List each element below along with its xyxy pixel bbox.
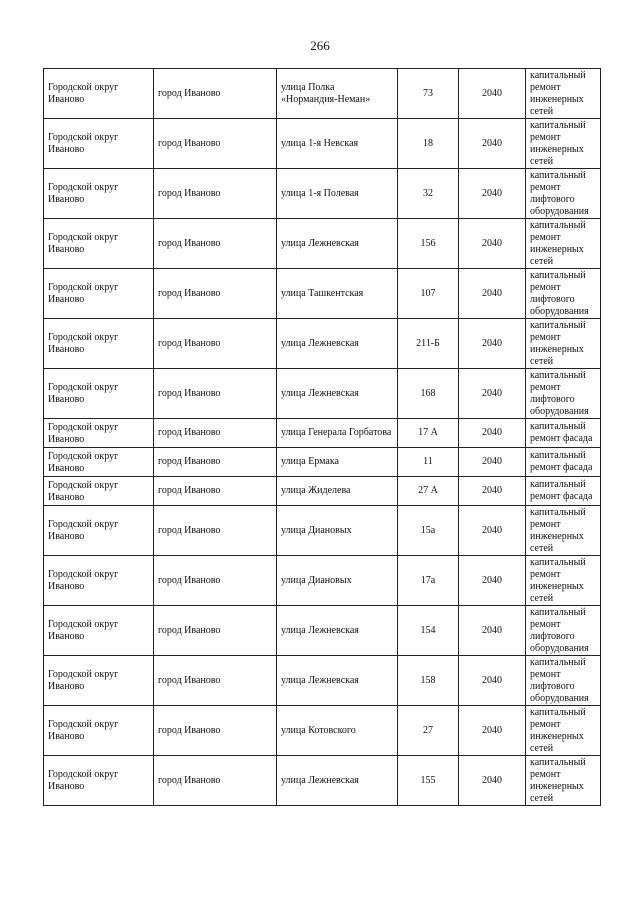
municipality-cell: Городской округ Иваново	[44, 656, 154, 706]
street-cell: улица Лежневская	[277, 656, 398, 706]
settlement-cell: город Иваново	[154, 756, 277, 806]
table-row	[44, 419, 601, 448]
municipality-cell: Городской округ Иваново	[44, 706, 154, 756]
registry-table	[43, 68, 601, 806]
settlement-cell: город Иваново	[154, 319, 277, 369]
work-type-cell: капитальный ремонт инженерных сетей	[526, 219, 601, 269]
year-cell: 2040	[459, 706, 526, 756]
house-cell: 32	[398, 169, 459, 219]
year-cell: 2040	[459, 69, 526, 119]
year-cell: 2040	[459, 556, 526, 606]
house-cell: 27 А	[398, 477, 459, 506]
settlement-cell: город Иваново	[154, 448, 277, 477]
settlement-cell: город Иваново	[154, 169, 277, 219]
settlement-cell: город Иваново	[154, 219, 277, 269]
work-type-cell: капитальный ремонт инженерных сетей	[526, 756, 601, 806]
table-row	[44, 69, 601, 119]
year-cell: 2040	[459, 656, 526, 706]
house-cell: 211-Б	[398, 319, 459, 369]
year-cell: 2040	[459, 169, 526, 219]
street-cell: улица Диановых	[277, 556, 398, 606]
street-cell: улица Лежневская	[277, 219, 398, 269]
year-cell: 2040	[459, 369, 526, 419]
year-cell: 2040	[459, 269, 526, 319]
municipality-cell: Городской округ Иваново	[44, 169, 154, 219]
table-row	[44, 369, 601, 419]
work-type-cell: капитальный ремонт инженерных сетей	[526, 69, 601, 119]
year-cell: 2040	[459, 506, 526, 556]
work-type-cell: капитальный ремонт лифтового оборудования	[526, 656, 601, 706]
street-cell: улица Лежневская	[277, 319, 398, 369]
street-cell: улица Полка «Нормандия-Неман»	[277, 69, 398, 119]
house-cell: 17а	[398, 556, 459, 606]
street-cell: улица 1-я Невская	[277, 119, 398, 169]
table-row	[44, 556, 601, 606]
table-row	[44, 477, 601, 506]
municipality-cell: Городской округ Иваново	[44, 219, 154, 269]
house-cell: 168	[398, 369, 459, 419]
settlement-cell: город Иваново	[154, 369, 277, 419]
street-cell: улица Лежневская	[277, 756, 398, 806]
table-row	[44, 169, 601, 219]
table-row	[44, 706, 601, 756]
street-cell: улица 1-я Полевая	[277, 169, 398, 219]
work-type-cell: капитальный ремонт лифтового оборудования	[526, 606, 601, 656]
street-cell: улица Генерала Горбатова	[277, 419, 398, 448]
house-cell: 27	[398, 706, 459, 756]
settlement-cell: город Иваново	[154, 419, 277, 448]
street-cell: улица Котовского	[277, 706, 398, 756]
year-cell: 2040	[459, 419, 526, 448]
municipality-cell: Городской округ Иваново	[44, 756, 154, 806]
house-cell: 11	[398, 448, 459, 477]
work-type-cell: капитальный ремонт фасада	[526, 419, 601, 448]
table-row	[44, 448, 601, 477]
table-row	[44, 119, 601, 169]
table-row	[44, 269, 601, 319]
municipality-cell: Городской округ Иваново	[44, 119, 154, 169]
municipality-cell: Городской округ Иваново	[44, 448, 154, 477]
year-cell: 2040	[459, 477, 526, 506]
table-row	[44, 656, 601, 706]
work-type-cell: капитальный ремонт инженерных сетей	[526, 119, 601, 169]
municipality-cell: Городской округ Иваново	[44, 556, 154, 606]
municipality-cell: Городской округ Иваново	[44, 606, 154, 656]
settlement-cell: город Иваново	[154, 656, 277, 706]
house-cell: 107	[398, 269, 459, 319]
work-type-cell: капитальный ремонт лифтового оборудования	[526, 269, 601, 319]
settlement-cell: город Иваново	[154, 556, 277, 606]
settlement-cell: город Иваново	[154, 506, 277, 556]
table-row	[44, 219, 601, 269]
settlement-cell: город Иваново	[154, 119, 277, 169]
table-row	[44, 506, 601, 556]
municipality-cell: Городской округ Иваново	[44, 269, 154, 319]
work-type-cell: капитальный ремонт лифтового оборудования	[526, 169, 601, 219]
house-cell: 158	[398, 656, 459, 706]
work-type-cell: капитальный ремонт инженерных сетей	[526, 319, 601, 369]
work-type-cell: капитальный ремонт инженерных сетей	[526, 506, 601, 556]
settlement-cell: город Иваново	[154, 69, 277, 119]
settlement-cell: город Иваново	[154, 477, 277, 506]
table-row	[44, 606, 601, 656]
municipality-cell: Городской округ Иваново	[44, 419, 154, 448]
work-type-cell: капитальный ремонт инженерных сетей	[526, 706, 601, 756]
year-cell: 2040	[459, 606, 526, 656]
municipality-cell: Городской округ Иваново	[44, 69, 154, 119]
house-cell: 15а	[398, 506, 459, 556]
settlement-cell: город Иваново	[154, 606, 277, 656]
table-row	[44, 756, 601, 806]
municipality-cell: Городской округ Иваново	[44, 506, 154, 556]
settlement-cell: город Иваново	[154, 269, 277, 319]
table-row	[44, 319, 601, 369]
work-type-cell: капитальный ремонт инженерных сетей	[526, 556, 601, 606]
year-cell: 2040	[459, 119, 526, 169]
year-cell: 2040	[459, 219, 526, 269]
street-cell: улица Лежневская	[277, 606, 398, 656]
year-cell: 2040	[459, 319, 526, 369]
work-type-cell: капитальный ремонт лифтового оборудования	[526, 369, 601, 419]
year-cell: 2040	[459, 756, 526, 806]
house-cell: 18	[398, 119, 459, 169]
house-cell: 73	[398, 69, 459, 119]
page-number: 266	[310, 38, 330, 53]
municipality-cell: Городской округ Иваново	[44, 319, 154, 369]
street-cell: улица Жиделева	[277, 477, 398, 506]
municipality-cell: Городской округ Иваново	[44, 477, 154, 506]
work-type-cell: капитальный ремонт фасада	[526, 477, 601, 506]
settlement-cell: город Иваново	[154, 706, 277, 756]
house-cell: 17 А	[398, 419, 459, 448]
municipality-cell: Городской округ Иваново	[44, 369, 154, 419]
street-cell: улица Лежневская	[277, 369, 398, 419]
work-type-cell: капитальный ремонт фасада	[526, 448, 601, 477]
house-cell: 156	[398, 219, 459, 269]
street-cell: улица Ташкентская	[277, 269, 398, 319]
street-cell: улица Диановых	[277, 506, 398, 556]
house-cell: 155	[398, 756, 459, 806]
year-cell: 2040	[459, 448, 526, 477]
house-cell: 154	[398, 606, 459, 656]
street-cell: улица Ермака	[277, 448, 398, 477]
